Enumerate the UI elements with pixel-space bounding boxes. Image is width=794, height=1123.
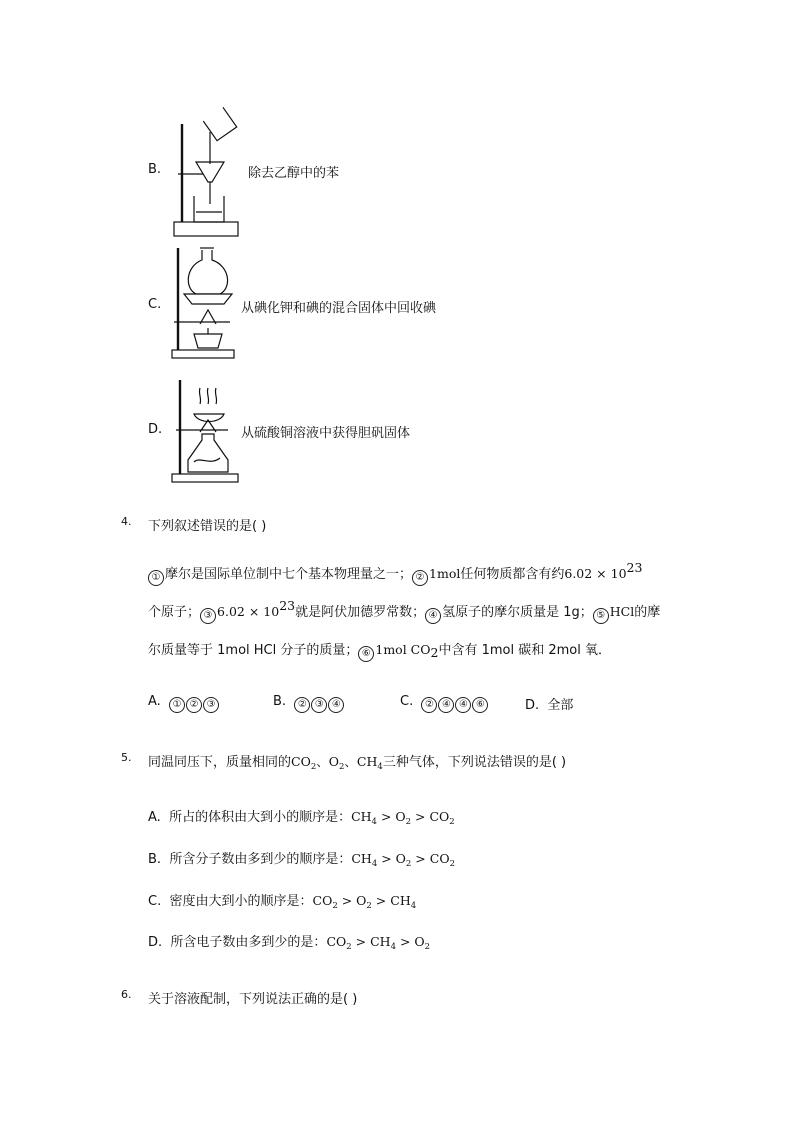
question-number-6: 6. [121,988,132,1001]
q4-option-b[interactable]: B. ② ③ ④ [273,694,345,713]
question-stem-4: 下列叙述错误的是( ) [148,519,267,534]
q4-statement-line-1: ① 摩尔是国际单位制中七个基本物理量之一； ② 1mol任何物质都含有约$6.02 \times 10^{23}$ [148,560,642,586]
q5-option-b[interactable]: B. 所含分子数由多到少的顺序是：$CH_4 > O_2 > CO_2$ [148,851,455,869]
option-label-b: B. [148,162,162,177]
option-label-d: D. [148,422,163,437]
q4-statement-line-2: 个原子； ③ $6.02 \times 10^{23}$就是阿伏加德罗常数； ④ 氢原子的摩尔质量是 1g； ⑤ HCl的摩 [148,598,660,624]
option-label-c: C. [148,297,162,312]
question-stem-5: 同温同压下，质量相同的$CO_2$、$O_2$、$CH_4$三种气体，下列说法错误的是( ) [148,754,567,772]
q5-option-a[interactable]: A. 所占的体积由大到小的顺序是：$CH_4 > O_2 > CO_2$ [148,809,455,827]
sublimation-apparatus-icon [170,244,236,360]
q4-statement-line-3: 尔质量等于 1mol HCl 分子的质量； ⑥ 1mol $CO_2$中含有 1mol 碳和 2mol 氧． [148,642,611,660]
filtration-apparatus-icon [170,104,242,240]
evaporation-apparatus-icon [170,376,240,484]
q4-option-a[interactable]: A. ① ② ③ [148,694,220,713]
question-stem-6: 关于溶液配制，下列说法正确的是( ) [148,992,358,1007]
option-text-d: 从硫酸铜溶液中获得胆矾固体 [241,426,411,441]
q5-option-c[interactable]: C. 密度由大到小的顺序是：$CO_2 > O_2 > CH_4$ [148,893,417,911]
q4-option-c[interactable]: C. ② ④ ④ ⑥ [400,694,489,713]
question-number-5: 5. [121,751,132,764]
option-text-c: 从碘化钾和碘的混合固体中回收碘 [241,301,437,316]
q5-option-d[interactable]: D. 所含电子数由多到少的是：$CO_2 > CH_4 > O_2$ [148,934,431,952]
q4-option-d[interactable]: D. 全部 [525,698,574,713]
option-text-b: 除去乙醇中的苯 [248,166,340,181]
question-number-4: 4. [121,515,132,528]
